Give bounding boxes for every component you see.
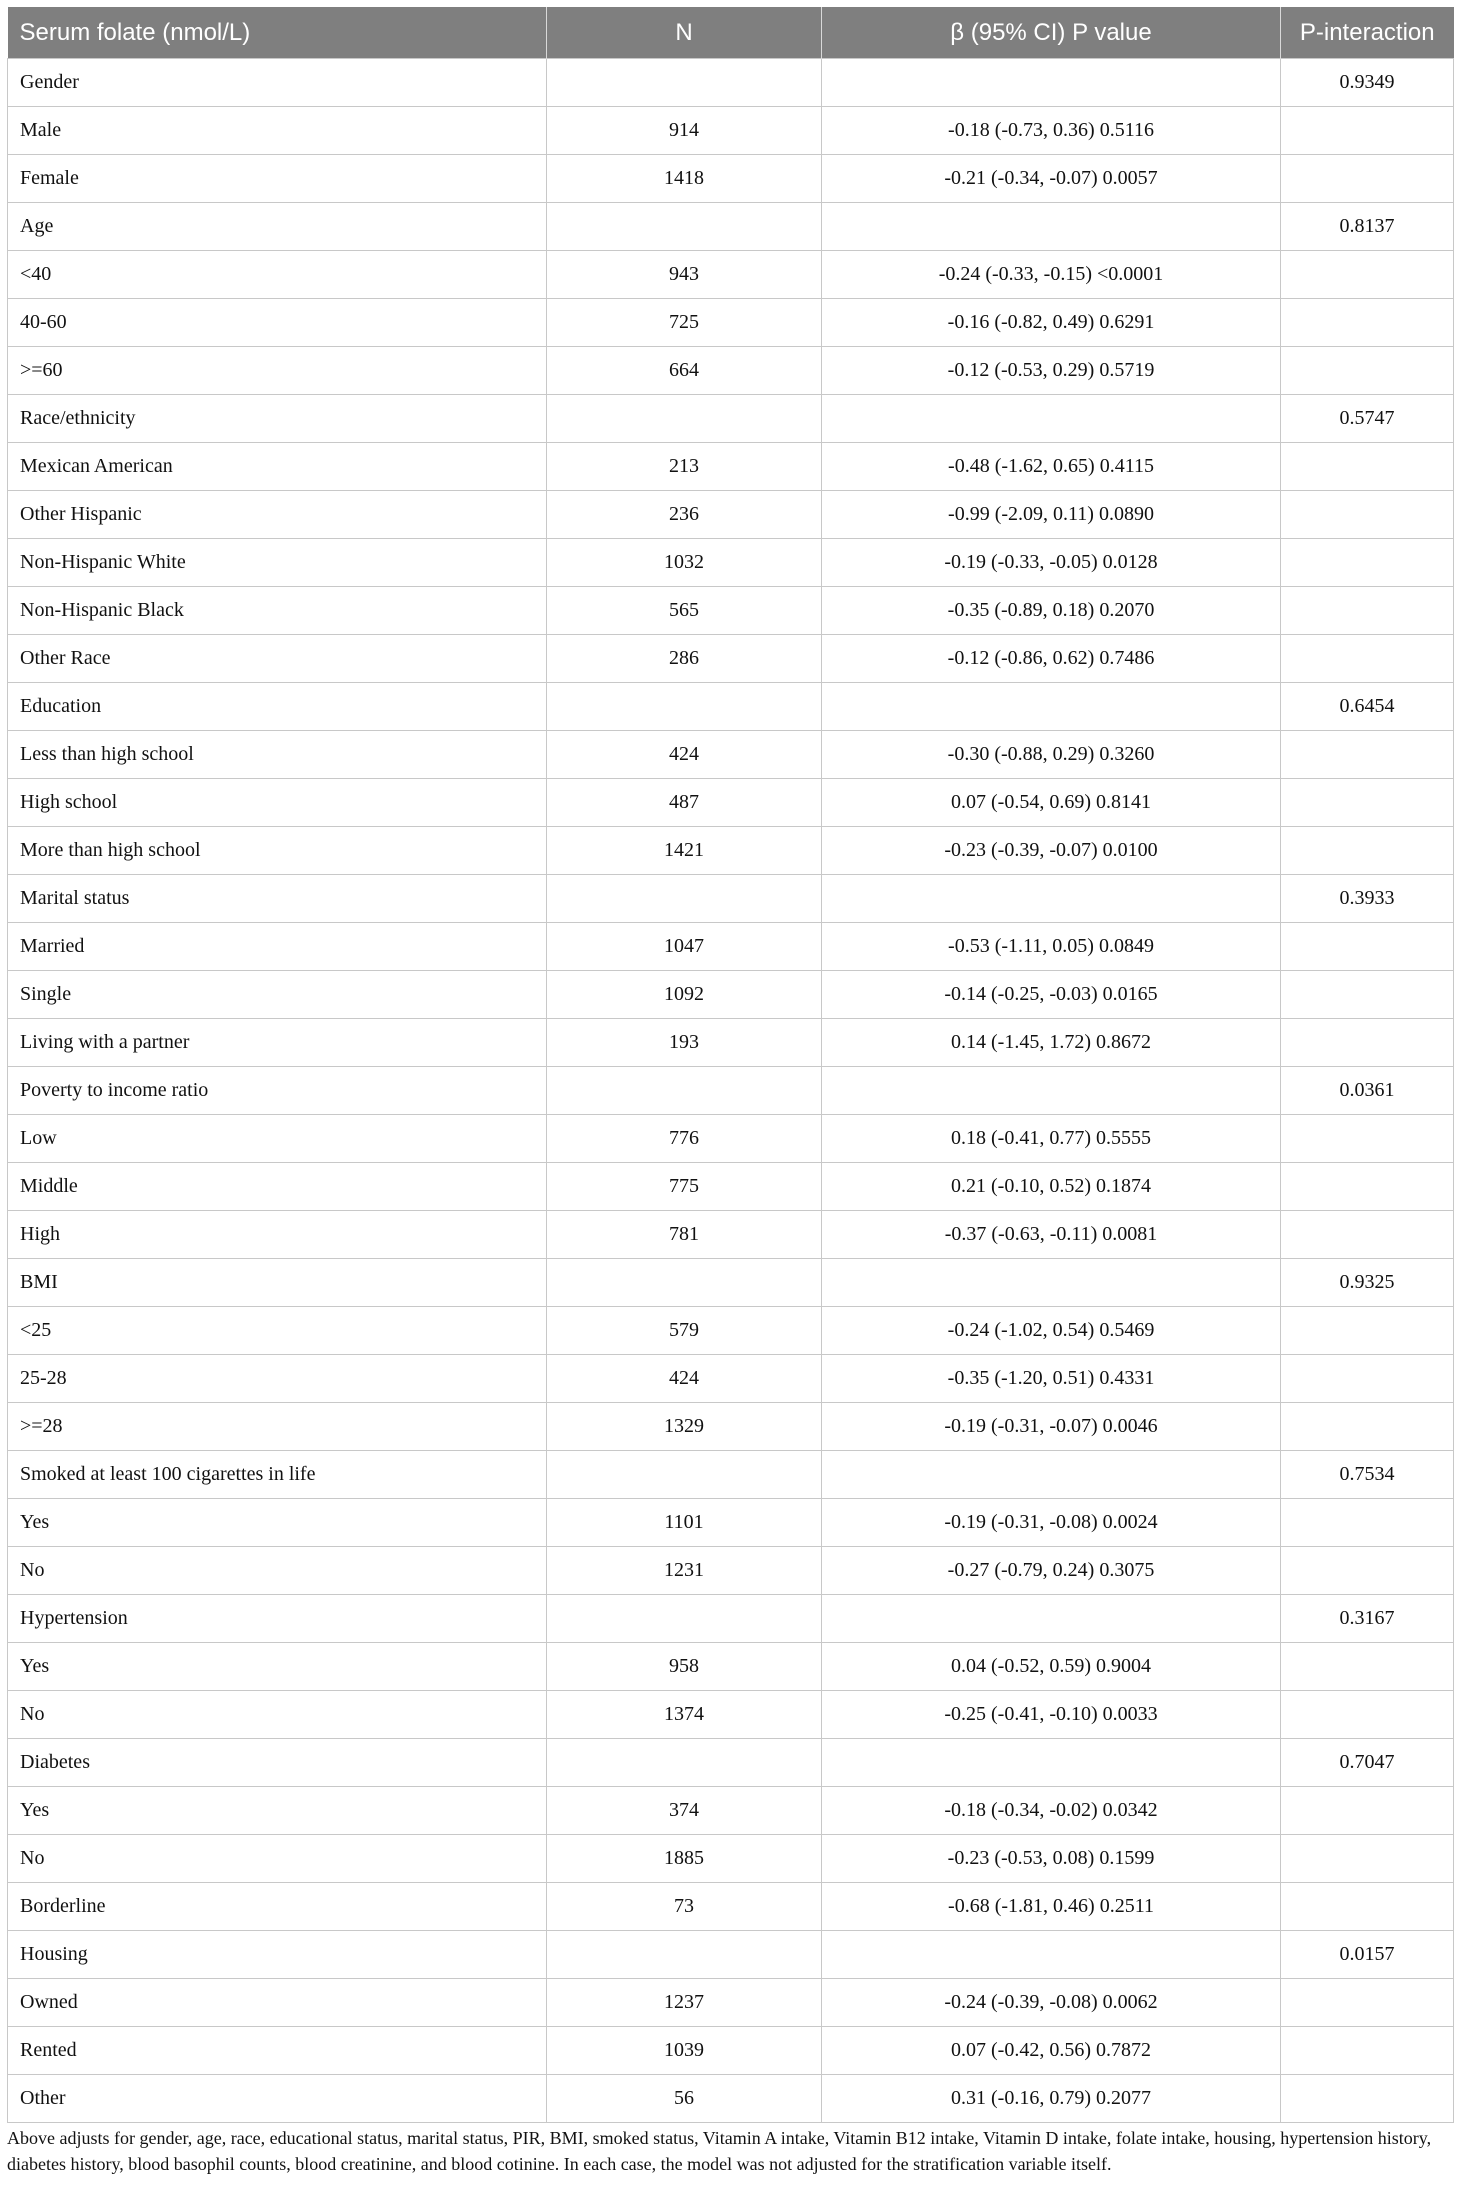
cell-label: Yes [8,1787,547,1835]
table-row [8,1163,1454,1211]
cell-n: 1231 [547,1547,822,1595]
table-row [8,1067,1454,1115]
cell-n: 73 [547,1883,822,1931]
cell-label: More than high school [8,827,547,875]
cell-n [547,1451,822,1499]
cell-p-interaction [1281,539,1454,587]
table-row [8,251,1454,299]
cell-label: Poverty to income ratio [8,1067,547,1115]
table-row [8,1019,1454,1067]
cell-label: No [8,1835,547,1883]
cell-beta-ci-p: -0.14 (-0.25, -0.03) 0.0165 [822,971,1281,1019]
cell-beta-ci-p: -0.37 (-0.63, -0.11) 0.0081 [822,1211,1281,1259]
cell-label: Non-Hispanic White [8,539,547,587]
cell-beta-ci-p [822,1259,1281,1307]
table-row [8,2027,1454,2075]
cell-p-interaction [1281,971,1454,1019]
cell-n: 1039 [547,2027,822,2075]
cell-beta-ci-p: -0.19 (-0.31, -0.08) 0.0024 [822,1499,1281,1547]
cell-p-interaction: 0.0157 [1281,1931,1454,1979]
cell-n: 286 [547,635,822,683]
cell-label: Mexican American [8,443,547,491]
cell-beta-ci-p: -0.25 (-0.41, -0.10) 0.0033 [822,1691,1281,1739]
table-row [8,1307,1454,1355]
cell-label: High school [8,779,547,827]
cell-n: 1032 [547,539,822,587]
cell-n: 1092 [547,971,822,1019]
cell-p-interaction: 0.5747 [1281,395,1454,443]
table-row [8,1211,1454,1259]
header-beta-ci-p: β (95% CI) P value [822,7,1281,59]
cell-beta-ci-p [822,683,1281,731]
cell-n: 1237 [547,1979,822,2027]
cell-beta-ci-p: -0.19 (-0.33, -0.05) 0.0128 [822,539,1281,587]
cell-label: Yes [8,1643,547,1691]
cell-label: Other Race [8,635,547,683]
cell-label: Borderline [8,1883,547,1931]
table-row [8,1691,1454,1739]
cell-n [547,203,822,251]
cell-p-interaction [1281,347,1454,395]
cell-n: 781 [547,1211,822,1259]
cell-p-interaction [1281,1403,1454,1451]
header-row [8,7,1454,59]
cell-beta-ci-p: -0.68 (-1.81, 0.46) 0.2511 [822,1883,1281,1931]
cell-p-interaction [1281,443,1454,491]
cell-label: 25-28 [8,1355,547,1403]
table-row [8,731,1454,779]
table-row [8,107,1454,155]
table-row [8,1739,1454,1787]
cell-n: 213 [547,443,822,491]
cell-n: 424 [547,1355,822,1403]
cell-p-interaction [1281,779,1454,827]
cell-beta-ci-p: -0.24 (-0.33, -0.15) <0.0001 [822,251,1281,299]
table-row [8,1643,1454,1691]
cell-p-interaction [1281,1979,1454,2027]
cell-n: 56 [547,2075,822,2123]
cell-beta-ci-p: -0.18 (-0.73, 0.36) 0.5116 [822,107,1281,155]
header-p-interaction: P-interaction [1281,7,1454,59]
cell-n: 236 [547,491,822,539]
cell-beta-ci-p: -0.19 (-0.31, -0.07) 0.0046 [822,1403,1281,1451]
table-row [8,1931,1454,1979]
cell-beta-ci-p [822,203,1281,251]
table-row [8,1259,1454,1307]
cell-beta-ci-p [822,1739,1281,1787]
table-row [8,683,1454,731]
cell-label: Other Hispanic [8,491,547,539]
cell-n: 1418 [547,155,822,203]
table-row [8,1499,1454,1547]
cell-p-interaction [1281,1019,1454,1067]
cell-beta-ci-p: -0.23 (-0.39, -0.07) 0.0100 [822,827,1281,875]
cell-label: 40-60 [8,299,547,347]
cell-n: 1047 [547,923,822,971]
cell-p-interaction [1281,251,1454,299]
cell-label: Living with a partner [8,1019,547,1067]
cell-p-interaction [1281,1787,1454,1835]
cell-p-interaction: 0.0361 [1281,1067,1454,1115]
cell-beta-ci-p: 0.21 (-0.10, 0.52) 0.1874 [822,1163,1281,1211]
cell-n [547,395,822,443]
table-row [8,779,1454,827]
cell-label: Diabetes [8,1739,547,1787]
table-footnote: Above adjusts for gender, age, race, educational status, marital status, PIR, BMI, smoked status, Vitamin A intake, Vitamin B12 intake, Vitamin D intake, folate intake, housing, hypertension history, diabetes history, blood basophil counts, blood creatinine, and blood cotinine. In each case, the model was not adjusted for the stratification variable itself. [7,2128,1432,2174]
cell-label: Other [8,2075,547,2123]
header-n: N [547,7,822,59]
cell-label: <25 [8,1307,547,1355]
cell-n: 1885 [547,1835,822,1883]
table-row [8,1355,1454,1403]
cell-n [547,1739,822,1787]
table-row [8,1115,1454,1163]
cell-beta-ci-p: -0.16 (-0.82, 0.49) 0.6291 [822,299,1281,347]
cell-label: Gender [8,59,547,107]
cell-beta-ci-p: -0.30 (-0.88, 0.29) 0.3260 [822,731,1281,779]
cell-beta-ci-p [822,875,1281,923]
cell-p-interaction [1281,1835,1454,1883]
cell-n: 775 [547,1163,822,1211]
cell-p-interaction [1281,155,1454,203]
cell-beta-ci-p: -0.21 (-0.34, -0.07) 0.0057 [822,155,1281,203]
cell-beta-ci-p [822,1067,1281,1115]
table-row [8,971,1454,1019]
cell-p-interaction: 0.3167 [1281,1595,1454,1643]
cell-p-interaction: 0.7534 [1281,1451,1454,1499]
cell-p-interaction [1281,1883,1454,1931]
cell-label: Smoked at least 100 cigarettes in life [8,1451,547,1499]
cell-label: BMI [8,1259,547,1307]
table-row [8,587,1454,635]
cell-beta-ci-p: -0.24 (-1.02, 0.54) 0.5469 [822,1307,1281,1355]
cell-p-interaction [1281,1211,1454,1259]
table-row [8,1595,1454,1643]
cell-n [547,1931,822,1979]
cell-beta-ci-p: 0.04 (-0.52, 0.59) 0.9004 [822,1643,1281,1691]
cell-n [547,1067,822,1115]
table-row [8,347,1454,395]
cell-p-interaction [1281,1547,1454,1595]
table-row [8,1787,1454,1835]
table-row [8,539,1454,587]
cell-label: Married [8,923,547,971]
cell-p-interaction: 0.9325 [1281,1259,1454,1307]
table-row [8,1451,1454,1499]
cell-p-interaction: 0.9349 [1281,59,1454,107]
cell-p-interaction [1281,1643,1454,1691]
cell-n: 664 [547,347,822,395]
cell-n [547,1595,822,1643]
cell-label: Middle [8,1163,547,1211]
cell-n: 725 [547,299,822,347]
cell-label: Rented [8,2027,547,2075]
cell-label: Female [8,155,547,203]
cell-beta-ci-p: -0.12 (-0.86, 0.62) 0.7486 [822,635,1281,683]
cell-beta-ci-p: -0.48 (-1.62, 0.65) 0.4115 [822,443,1281,491]
cell-n [547,1259,822,1307]
cell-p-interaction: 0.6454 [1281,683,1454,731]
cell-beta-ci-p: -0.99 (-2.09, 0.11) 0.0890 [822,491,1281,539]
cell-label: Education [8,683,547,731]
cell-n: 1374 [547,1691,822,1739]
cell-p-interaction [1281,731,1454,779]
cell-label: Single [8,971,547,1019]
cell-p-interaction [1281,1115,1454,1163]
table-row [8,491,1454,539]
cell-p-interaction [1281,635,1454,683]
cell-beta-ci-p: -0.23 (-0.53, 0.08) 0.1599 [822,1835,1281,1883]
table-row [8,635,1454,683]
cell-n: 1329 [547,1403,822,1451]
cell-label: High [8,1211,547,1259]
cell-n: 424 [547,731,822,779]
cell-beta-ci-p: -0.27 (-0.79, 0.24) 0.3075 [822,1547,1281,1595]
cell-n: 958 [547,1643,822,1691]
table-row [8,1403,1454,1451]
cell-p-interaction [1281,1355,1454,1403]
cell-beta-ci-p: -0.24 (-0.39, -0.08) 0.0062 [822,1979,1281,2027]
cell-beta-ci-p [822,1595,1281,1643]
cell-label: Marital status [8,875,547,923]
cell-label: No [8,1691,547,1739]
cell-label: Male [8,107,547,155]
cell-p-interaction [1281,2027,1454,2075]
cell-p-interaction: 0.8137 [1281,203,1454,251]
cell-n: 1101 [547,1499,822,1547]
table-row [8,395,1454,443]
cell-n: 579 [547,1307,822,1355]
cell-beta-ci-p: 0.07 (-0.42, 0.56) 0.7872 [822,2027,1281,2075]
cell-p-interaction [1281,1163,1454,1211]
cell-beta-ci-p: -0.35 (-1.20, 0.51) 0.4331 [822,1355,1281,1403]
cell-label: Less than high school [8,731,547,779]
cell-beta-ci-p: -0.18 (-0.34, -0.02) 0.0342 [822,1787,1281,1835]
table-row [8,443,1454,491]
cell-n: 914 [547,107,822,155]
cell-label: Yes [8,1499,547,1547]
cell-beta-ci-p: 0.14 (-1.45, 1.72) 0.8672 [822,1019,1281,1067]
cell-label: Hypertension [8,1595,547,1643]
cell-label: >=60 [8,347,547,395]
table-row [8,875,1454,923]
cell-beta-ci-p: 0.31 (-0.16, 0.79) 0.2077 [822,2075,1281,2123]
cell-p-interaction [1281,587,1454,635]
table-row [8,1835,1454,1883]
cell-beta-ci-p: 0.18 (-0.41, 0.77) 0.5555 [822,1115,1281,1163]
cell-beta-ci-p: -0.35 (-0.89, 0.18) 0.2070 [822,587,1281,635]
table-row [8,827,1454,875]
table-row [8,203,1454,251]
cell-label: Low [8,1115,547,1163]
cell-beta-ci-p [822,1451,1281,1499]
table-row [8,923,1454,971]
cell-n: 193 [547,1019,822,1067]
cell-n: 565 [547,587,822,635]
cell-p-interaction [1281,1499,1454,1547]
cell-p-interaction: 0.7047 [1281,1739,1454,1787]
cell-label: Non-Hispanic Black [8,587,547,635]
cell-p-interaction [1281,2075,1454,2123]
cell-n [547,59,822,107]
cell-beta-ci-p [822,395,1281,443]
cell-p-interaction [1281,491,1454,539]
cell-label: No [8,1547,547,1595]
table-row [8,1979,1454,2027]
cell-label: Housing [8,1931,547,1979]
cell-p-interaction [1281,1307,1454,1355]
cell-label: Owned [8,1979,547,2027]
cell-label: Age [8,203,547,251]
header-serum-folate: Serum folate (nmol/L) [8,7,547,59]
cell-label: Race/ethnicity [8,395,547,443]
cell-n [547,875,822,923]
cell-p-interaction [1281,299,1454,347]
table-row [8,155,1454,203]
subgroup-results-table [7,7,1454,2123]
cell-n: 943 [547,251,822,299]
cell-n: 776 [547,1115,822,1163]
cell-n: 487 [547,779,822,827]
cell-n: 1421 [547,827,822,875]
table-row [8,1883,1454,1931]
cell-p-interaction: 0.3933 [1281,875,1454,923]
table-row [8,59,1454,107]
table-body [8,59,1454,2123]
cell-beta-ci-p: -0.53 (-1.11, 0.05) 0.0849 [822,923,1281,971]
results-table-container [7,7,1453,2123]
table-row [8,299,1454,347]
table-row [8,2075,1454,2123]
cell-label: <40 [8,251,547,299]
table-row [8,1547,1454,1595]
cell-beta-ci-p: -0.12 (-0.53, 0.29) 0.5719 [822,347,1281,395]
cell-beta-ci-p [822,59,1281,107]
cell-n [547,683,822,731]
table-header [8,7,1454,59]
cell-p-interaction [1281,923,1454,971]
cell-p-interaction [1281,107,1454,155]
cell-label: >=28 [8,1403,547,1451]
cell-p-interaction [1281,1691,1454,1739]
cell-beta-ci-p: 0.07 (-0.54, 0.69) 0.8141 [822,779,1281,827]
cell-p-interaction [1281,827,1454,875]
cell-beta-ci-p [822,1931,1281,1979]
cell-n: 374 [547,1787,822,1835]
